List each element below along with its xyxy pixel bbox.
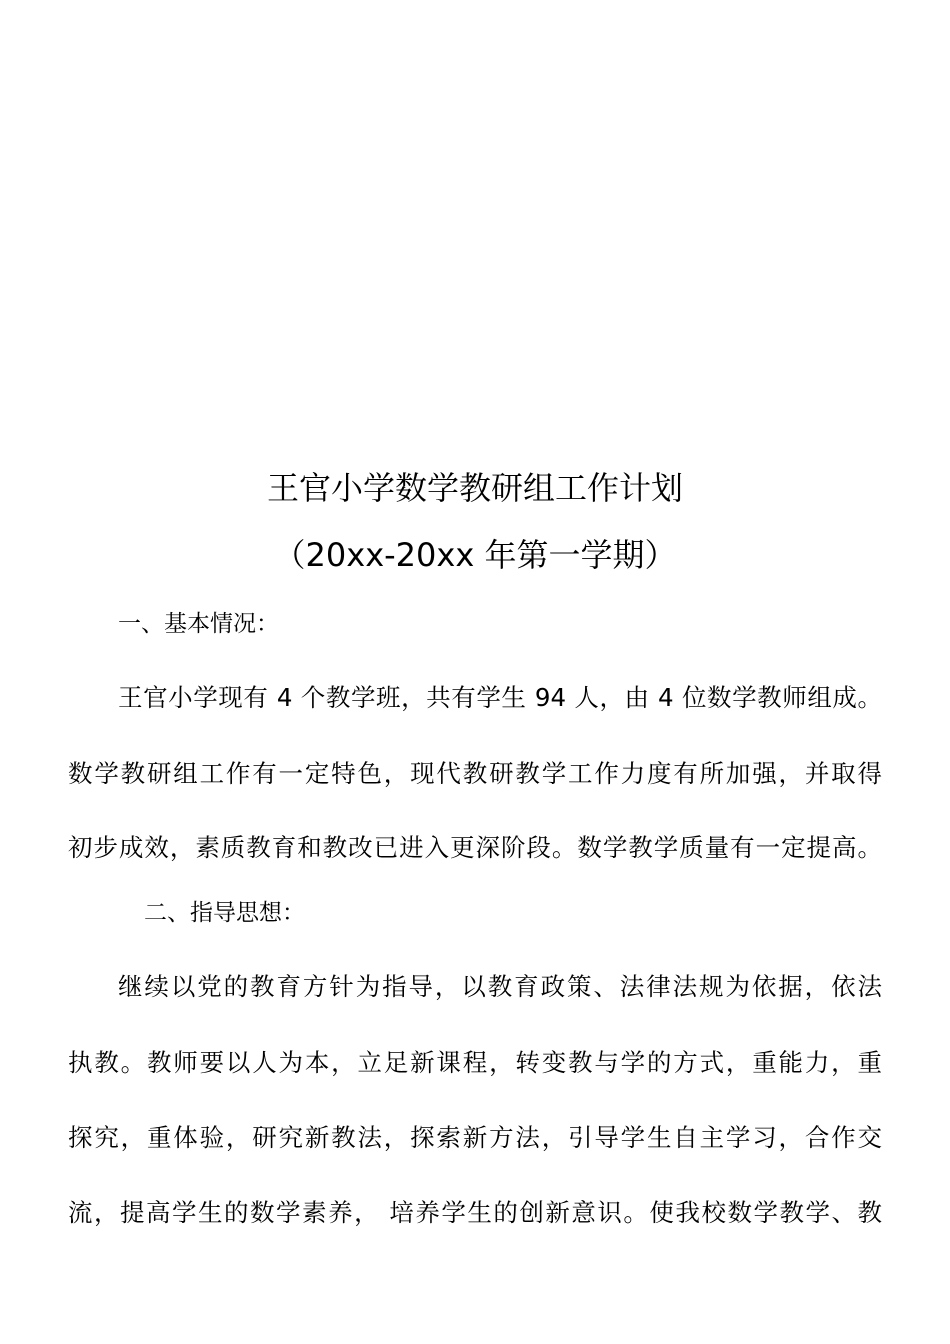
document-subtitle: （20xx-20xx 年第一学期） [273, 536, 677, 574]
paragraph-line: 探究，重体验，研究新教法，探索新方法，引导学生自主学习，合作交 [68, 1123, 882, 1152]
section-heading-basic-situation: 一、基本情况： [118, 611, 279, 637]
section-heading-guiding-ideology: 二、指导思想： [144, 900, 305, 926]
paragraph-line: 继续以党的教育方针为指导，以教育政策、法律法规为依据，依法 [118, 972, 882, 1001]
paragraph-line: 王官小学现有 4 个教学班，共有学生 94 人，由 4 位数学教师组成。 [118, 683, 882, 712]
document-title: 王官小学数学教研组工作计划 [266, 469, 683, 507]
paragraph-line: 执教。教师要以人为本，立足新课程，转变教与学的方式，重能力，重 [68, 1048, 882, 1077]
paragraph-line: 数学教研组工作有一定特色，现代教研教学工作力度有所加强，并取得 [68, 759, 882, 788]
paragraph-line: 流，提高学生的数学素养， 培养学生的创新意识。使我校数学教学、教 [68, 1198, 882, 1227]
paragraph-line: 初步成效，素质教育和教改已进入更深阶段。数学教学质量有一定提高。 [68, 833, 882, 862]
